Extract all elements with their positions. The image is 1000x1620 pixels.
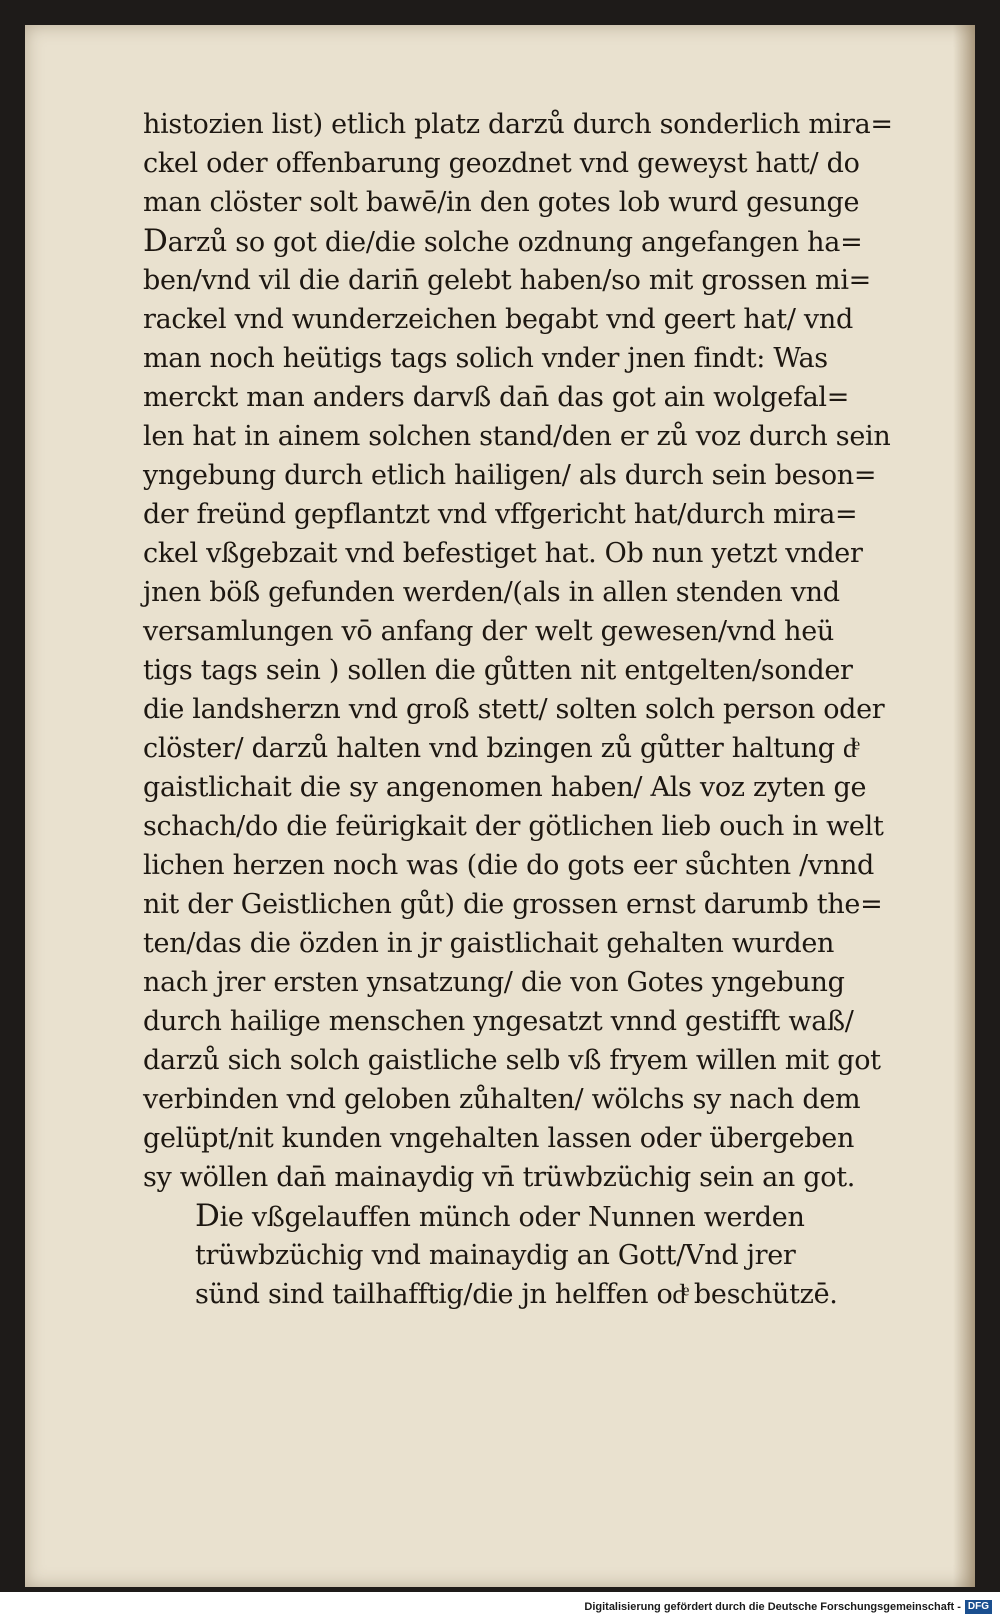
text-line: histozien list) etlich platz darzů durch sonderlich mira= — [143, 109, 893, 140]
text-line: jnen böß gefunden werden/(als in allen stenden vnd — [143, 577, 840, 608]
text-line: ten/das die özden in jr gaistlichait gehalten wurden — [143, 928, 835, 959]
text-line: yngebung durch etlich hailigen/ als durch sein beson= — [143, 460, 877, 491]
text-line: der freünd gepflantzt vnd vffgericht hat/durch mira= — [143, 499, 858, 530]
text-line: gelüpt/nit kunden vngehalten lassen oder übergeben — [143, 1123, 855, 1154]
text-line: gaistlichait die sy angenomen haben/ Als voz zyten ge — [143, 772, 867, 803]
text-line: schach/do die feürigkait der götlichen lieb ouch in welt — [143, 811, 884, 842]
text-line: ckel vßgebzait vnd befestiget hat. Ob nun yetzt vnder — [143, 538, 863, 569]
text-line: versamlungen vō anfang der welt gewesen/vnd heü — [143, 616, 835, 647]
dfg-logo: DFG — [965, 1600, 992, 1614]
text-line: clöster/ darzů halten vnd bzingen zů gůtter haltung dͤ — [143, 733, 857, 764]
digitization-footer — [584, 1598, 992, 1616]
page-spine-shadow — [953, 25, 975, 1587]
text-line: die landsherzn vnd groß stett/ solten solch person oder — [143, 694, 885, 725]
text-line: len hat in ainem solchen stand/den er zů voz durch sein — [143, 421, 891, 452]
text-line: ckel oder offenbarung geozdnet vnd geweyst hatt/ do — [143, 148, 860, 179]
text-line: man noch heütigs tags solich vnder jnen findt: Was — [143, 343, 828, 374]
text-line: lichen herzen noch was (die do gots eer sůchten /vnnd — [143, 850, 875, 881]
text-line: nach jrer ersten ynsatzung/ die von Gotes yngebung — [143, 967, 845, 998]
funding-notice: Digitalisierung gefördert durch die Deutsche Forschungsgemeinschaft - — [584, 1601, 961, 1613]
text-block — [143, 105, 943, 1314]
text-line: man clöster solt bawē/in den gotes lob wurd gesunge — [143, 187, 860, 218]
text-line: merckt man anders darvß dan̄ das got ain wolgefal= — [143, 382, 850, 413]
text-line: rackel vnd wunderzeichen begabt vnd geert hat/ vnd — [143, 304, 853, 335]
book-page — [25, 25, 975, 1587]
text-line: ben/vnd vil die darin̄ gelebt haben/so mit grossen mi= — [143, 265, 871, 296]
indented-text-line: Die vßgelauffen münch oder Nunnen werden — [195, 1198, 805, 1234]
indented-text-line: sünd sind tailhafftig/die jn helffen odͤ beschützē. — [195, 1279, 838, 1310]
text-line: durch hailige menschen yngesatzt vnnd gestifft waß/ — [143, 1006, 854, 1037]
text-line: nit der Geistlichen gůt) die grossen ernst darumb the= — [143, 889, 883, 920]
text-line: darzů sich solch gaistliche selb vß fryem willen mit got — [143, 1045, 881, 1076]
text-line: sy wöllen dan̄ mainaydig vn̄ trüwbzüchig sein an got. — [143, 1162, 856, 1193]
text-line: verbinden vnd geloben zůhalten/ wölchs sy nach dem — [143, 1084, 861, 1115]
indented-text-line: trüwbzüchig vnd mainaydig an Gott/Vnd jrer — [195, 1240, 796, 1271]
text-line: tigs tags sein ) sollen die gůtten nit entgelten/sonder — [143, 655, 853, 686]
text-line: Darzů so got die/die solche ozdnung angefangen ha= — [143, 223, 863, 259]
